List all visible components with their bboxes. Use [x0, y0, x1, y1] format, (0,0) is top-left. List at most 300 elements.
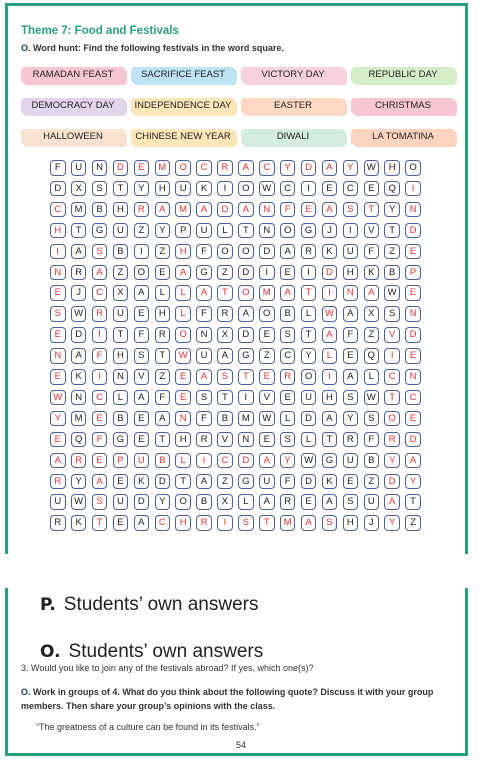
grid-letter: T — [364, 202, 380, 218]
grid-letter: X — [113, 285, 129, 301]
grid-letter: R — [343, 432, 359, 448]
grid-letter: O — [405, 160, 421, 176]
grid-letter: Z — [134, 223, 150, 239]
grid-letter: K — [71, 515, 87, 531]
grid-letter: M — [259, 285, 275, 301]
grid-letter: I — [343, 223, 359, 239]
grid-letter: I — [301, 181, 317, 197]
grid-letter: C — [343, 181, 359, 197]
grid-letter: A — [196, 474, 212, 490]
grid-letter: S — [217, 369, 233, 385]
grid-letter: G — [196, 265, 212, 281]
grid-letter: Z — [405, 515, 421, 531]
grid-letter: C — [405, 390, 421, 406]
grid-letter: N — [259, 223, 275, 239]
grid-letter: T — [259, 515, 275, 531]
grid-letter: D — [301, 474, 317, 490]
grid-letter: F — [196, 306, 212, 322]
grid-letter: N — [50, 348, 66, 364]
grid-letter: N — [405, 306, 421, 322]
grid-letter: E — [175, 369, 191, 385]
grid-letter: P — [405, 265, 421, 281]
grid-letter: J — [364, 515, 380, 531]
grid-letter: R — [196, 515, 212, 531]
grid-letter: A — [322, 160, 338, 176]
grid-letter: F — [155, 390, 171, 406]
grid-letter: O — [175, 327, 191, 343]
grid-letter: X — [217, 327, 233, 343]
festival-label: DEMOCRACY DAY — [21, 98, 125, 114]
grid-letter: E — [405, 348, 421, 364]
grid-letter: A — [280, 244, 296, 260]
grid-letter: E — [259, 432, 275, 448]
grid-letter: U — [343, 453, 359, 469]
answer-o — [40, 641, 263, 663]
festival-label: VICTORY DAY — [241, 67, 345, 83]
grid-letter: E — [301, 202, 317, 218]
grid-letter: N — [405, 369, 421, 385]
grid-letter: S — [322, 515, 338, 531]
grid-letter: A — [155, 202, 171, 218]
grid-letter: H — [175, 432, 191, 448]
grid-letter: B — [113, 244, 129, 260]
grid-letter: S — [364, 411, 380, 427]
grid-letter: C — [259, 160, 275, 176]
grid-letter: I — [134, 244, 150, 260]
grid-letter: T — [71, 223, 87, 239]
grid-letter: U — [301, 390, 317, 406]
word-hunt-instruction — [21, 43, 284, 53]
grid-letter: I — [196, 453, 212, 469]
grid-letter: L — [175, 306, 191, 322]
grid-letter: N — [405, 202, 421, 218]
grid-letter: N — [259, 202, 275, 218]
festival-label: CHINESE NEW YEAR — [131, 129, 235, 145]
grid-letter: A — [175, 265, 191, 281]
grid-letter: F — [134, 327, 150, 343]
grid-letter: I — [217, 515, 233, 531]
grid-letter: N — [71, 390, 87, 406]
grid-letter: A — [71, 348, 87, 364]
festival-label: REPUBLIC DAY — [351, 67, 455, 83]
grid-letter: X — [71, 181, 87, 197]
question-3: 3. Would you like to join any of the festivals abroad? If yes, which one(s)? — [21, 663, 314, 673]
grid-letter: A — [92, 265, 108, 281]
grid-letter: W — [322, 306, 338, 322]
grid-letter: M — [175, 202, 191, 218]
grid-letter: H — [113, 202, 129, 218]
grid-letter: D — [259, 244, 275, 260]
grid-letter: K — [71, 369, 87, 385]
grid-letter: H — [50, 223, 66, 239]
grid-letter: I — [92, 327, 108, 343]
grid-letter: E — [280, 390, 296, 406]
grid-letter: E — [50, 327, 66, 343]
grid-letter: E — [92, 411, 108, 427]
grid-letter: N — [196, 327, 212, 343]
grid-letter: Q — [71, 432, 87, 448]
grid-letter: A — [196, 369, 212, 385]
grid-letter: W — [384, 285, 400, 301]
grid-letter: R — [384, 432, 400, 448]
grid-letter: S — [280, 327, 296, 343]
grid-letter: D — [50, 181, 66, 197]
grid-letter: O — [175, 494, 191, 510]
grid-letter: T — [175, 474, 191, 490]
grid-letter: E — [364, 181, 380, 197]
grid-letter: I — [301, 265, 317, 281]
grid-letter: T — [384, 223, 400, 239]
grid-letter: J — [322, 223, 338, 239]
grid-letter: S — [50, 306, 66, 322]
grid-letter: B — [384, 265, 400, 281]
grid-letter: B — [155, 453, 171, 469]
grid-letter: F — [280, 474, 296, 490]
grid-letter: X — [364, 306, 380, 322]
grid-letter: L — [301, 306, 317, 322]
grid-letter: D — [238, 265, 254, 281]
festival-label: HALLOWEEN — [21, 129, 125, 145]
grid-letter: A — [322, 494, 338, 510]
grid-letter: M — [71, 202, 87, 218]
grid-letter: E — [50, 285, 66, 301]
grid-letter: K — [322, 474, 338, 490]
grid-letter: H — [175, 515, 191, 531]
grid-letter: H — [175, 244, 191, 260]
answer-o-text: Students’ own answers — [68, 641, 264, 662]
grid-letter: G — [322, 453, 338, 469]
grid-letter: Z — [259, 348, 275, 364]
grid-letter: R — [280, 369, 296, 385]
grid-letter: U — [50, 494, 66, 510]
grid-letter: I — [259, 265, 275, 281]
grid-letter: A — [71, 244, 87, 260]
grid-letter: S — [134, 348, 150, 364]
grid-letter: B — [364, 453, 380, 469]
grid-letter: W — [175, 348, 191, 364]
grid-letter: Z — [364, 327, 380, 343]
grid-letter: I — [217, 181, 233, 197]
grid-letter: X — [217, 494, 233, 510]
grid-letter: R — [217, 160, 233, 176]
grid-letter: O — [280, 223, 296, 239]
grid-letter: A — [343, 369, 359, 385]
grid-letter: R — [71, 453, 87, 469]
grid-letter: L — [364, 369, 380, 385]
grid-letter: E — [322, 181, 338, 197]
answer-p — [40, 594, 258, 616]
grid-letter: H — [322, 390, 338, 406]
grid-letter: F — [92, 432, 108, 448]
grid-letter: R — [196, 432, 212, 448]
grid-letter: E — [134, 432, 150, 448]
grid-letter: R — [217, 306, 233, 322]
grid-letter: E — [280, 265, 296, 281]
grid-letter: I — [384, 348, 400, 364]
grid-letter: S — [343, 494, 359, 510]
grid-letter: T — [238, 369, 254, 385]
grid-letter: Z — [217, 474, 233, 490]
grid-letter: T — [384, 390, 400, 406]
grid-letter: O — [384, 411, 400, 427]
grid-letter: L — [217, 223, 233, 239]
grid-letter: E — [134, 160, 150, 176]
grid-letter: C — [280, 181, 296, 197]
grid-letter: F — [343, 327, 359, 343]
grid-letter: S — [343, 202, 359, 218]
grid-letter: T — [155, 432, 171, 448]
grid-letter: U — [113, 223, 129, 239]
grid-letter: G — [113, 432, 129, 448]
grid-letter: M — [238, 411, 254, 427]
grid-letter: E — [405, 285, 421, 301]
grid-letter: R — [71, 265, 87, 281]
grid-letter: L — [175, 453, 191, 469]
grid-letter: B — [113, 411, 129, 427]
grid-letter: D — [238, 453, 254, 469]
grid-letter: R — [301, 244, 317, 260]
grid-letter: E — [259, 327, 275, 343]
grid-letter: G — [238, 348, 254, 364]
grid-letter: D — [405, 432, 421, 448]
grid-letter: F — [364, 244, 380, 260]
grid-letter: I — [92, 369, 108, 385]
question-4-marker: O. — [21, 687, 31, 697]
grid-letter: C — [384, 369, 400, 385]
grid-letter: D — [322, 265, 338, 281]
grid-letter: B — [280, 306, 296, 322]
grid-letter: K — [196, 181, 212, 197]
grid-letter: T — [322, 432, 338, 448]
culture-quote: “The greatness of a culture can be found in its festivals.” — [36, 722, 260, 732]
grid-letter: C — [196, 160, 212, 176]
grid-letter: N — [343, 285, 359, 301]
grid-letter: D — [405, 223, 421, 239]
grid-letter: L — [322, 348, 338, 364]
grid-letter: U — [175, 181, 191, 197]
grid-letter: A — [50, 453, 66, 469]
grid-letter: U — [364, 494, 380, 510]
festival-label: DIWALI — [241, 129, 345, 145]
grid-letter: S — [343, 390, 359, 406]
grid-letter: U — [113, 494, 129, 510]
grid-letter: L — [175, 285, 191, 301]
grid-letter: A — [238, 160, 254, 176]
grid-letter: V — [134, 369, 150, 385]
answer-p-text: Students’ own answers — [63, 594, 259, 615]
grid-letter: E — [155, 265, 171, 281]
grid-letter: O — [238, 244, 254, 260]
grid-letter: E — [175, 390, 191, 406]
grid-letter: O — [134, 265, 150, 281]
answer-p-label: P. — [40, 595, 56, 615]
grid-letter: Y — [384, 515, 400, 531]
grid-letter: H — [343, 265, 359, 281]
grid-letter: A — [405, 453, 421, 469]
grid-letter: G — [92, 223, 108, 239]
grid-letter: R — [50, 515, 66, 531]
grid-letter: G — [238, 474, 254, 490]
grid-letter: E — [134, 411, 150, 427]
grid-letter: J — [71, 285, 87, 301]
grid-letter: Y — [343, 411, 359, 427]
grid-letter: C — [92, 390, 108, 406]
grid-letter: V — [217, 432, 233, 448]
grid-letter: D — [301, 160, 317, 176]
grid-letter: K — [134, 474, 150, 490]
theme-title: Theme 7: Food and Festivals — [21, 25, 179, 37]
grid-letter: S — [196, 390, 212, 406]
grid-letter: N — [238, 432, 254, 448]
grid-letter: Y — [384, 453, 400, 469]
grid-letter: A — [238, 306, 254, 322]
grid-letter: O — [238, 181, 254, 197]
grid-letter: E — [50, 432, 66, 448]
grid-letter: A — [259, 453, 275, 469]
grid-letter: O — [238, 285, 254, 301]
grid-letter: A — [196, 202, 212, 218]
grid-letter: W — [364, 390, 380, 406]
grid-letter: T — [113, 181, 129, 197]
page-number: 54 — [235, 740, 246, 750]
grid-letter: T — [92, 515, 108, 531]
grid-letter: E — [113, 474, 129, 490]
grid-letter: V — [384, 327, 400, 343]
festival-label: SACRIFICE FEAST — [131, 67, 235, 83]
grid-letter: I — [322, 285, 338, 301]
grid-letter: T — [238, 223, 254, 239]
grid-letter: E — [134, 306, 150, 322]
grid-letter: C — [50, 202, 66, 218]
question-4 — [21, 685, 461, 713]
grid-letter: A — [322, 202, 338, 218]
grid-letter: R — [50, 474, 66, 490]
grid-letter: A — [259, 494, 275, 510]
grid-letter: V — [259, 390, 275, 406]
grid-letter: T — [113, 327, 129, 343]
grid-letter: L — [280, 411, 296, 427]
grid-letter: D — [113, 160, 129, 176]
question-4-text: Work in groups of 4. What do you think about the following quote? Discuss it with your group members. Then share your group’s opinions with the class. — [21, 687, 434, 711]
grid-letter: Z — [384, 244, 400, 260]
grid-letter: D — [217, 202, 233, 218]
grid-letter: C — [92, 285, 108, 301]
grid-letter: Z — [113, 265, 129, 281]
grid-letter: W — [259, 181, 275, 197]
grid-letter: E — [405, 244, 421, 260]
grid-letter: A — [155, 411, 171, 427]
grid-letter: B — [92, 202, 108, 218]
grid-letter: W — [50, 390, 66, 406]
grid-letter: T — [155, 348, 171, 364]
grid-letter: A — [217, 348, 233, 364]
grid-letter: Z — [155, 244, 171, 260]
grid-letter: U — [113, 306, 129, 322]
grid-letter: Z — [155, 369, 171, 385]
grid-letter: W — [71, 494, 87, 510]
grid-letter: L — [113, 390, 129, 406]
grid-letter: I — [238, 390, 254, 406]
grid-letter: E — [301, 494, 317, 510]
grid-letter: U — [71, 160, 87, 176]
grid-letter: I — [322, 369, 338, 385]
grid-letter: A — [238, 202, 254, 218]
grid-letter: Y — [280, 453, 296, 469]
grid-letter: P — [113, 453, 129, 469]
question-marker: O. — [21, 43, 31, 53]
grid-letter: Z — [217, 265, 233, 281]
grid-letter: T — [301, 327, 317, 343]
grid-letter: Q — [384, 181, 400, 197]
grid-letter: G — [301, 223, 317, 239]
grid-letter: U — [196, 348, 212, 364]
grid-letter: A — [322, 327, 338, 343]
grid-letter: Y — [155, 223, 171, 239]
grid-letter: H — [155, 306, 171, 322]
grid-letter: S — [92, 244, 108, 260]
grid-letter: H — [155, 181, 171, 197]
grid-letter: Y — [301, 348, 317, 364]
grid-letter: C — [280, 348, 296, 364]
grid-letter: A — [384, 494, 400, 510]
grid-letter: S — [280, 432, 296, 448]
festival-label: EASTER — [241, 98, 345, 114]
grid-letter: D — [384, 474, 400, 490]
grid-letter: B — [196, 494, 212, 510]
grid-letter: T — [217, 390, 233, 406]
grid-letter: M — [155, 160, 171, 176]
grid-letter: H — [113, 348, 129, 364]
festival-label: INDEPENDENCE DAY — [131, 98, 235, 114]
grid-letter: W — [71, 306, 87, 322]
grid-letter: L — [238, 494, 254, 510]
grid-letter: W — [259, 411, 275, 427]
grid-letter: F — [50, 160, 66, 176]
grid-letter: N — [113, 369, 129, 385]
grid-letter: L — [155, 285, 171, 301]
grid-letter: Y — [50, 411, 66, 427]
answer-o-label: O. — [40, 642, 61, 662]
grid-letter: E — [405, 411, 421, 427]
grid-letter: K — [322, 244, 338, 260]
grid-letter: W — [301, 453, 317, 469]
grid-letter: Y — [134, 181, 150, 197]
grid-letter: M — [71, 411, 87, 427]
grid-letter: D — [238, 327, 254, 343]
grid-letter: Y — [384, 202, 400, 218]
grid-letter: E — [343, 348, 359, 364]
grid-letter: E — [50, 369, 66, 385]
grid-letter: W — [364, 160, 380, 176]
grid-letter: R — [134, 202, 150, 218]
grid-letter: Y — [71, 474, 87, 490]
grid-letter: I — [405, 181, 421, 197]
grid-letter: H — [343, 515, 359, 531]
grid-letter: O — [175, 160, 191, 176]
grid-letter: E — [343, 474, 359, 490]
grid-letter: C — [155, 515, 171, 531]
grid-letter: H — [384, 160, 400, 176]
grid-letter: R — [280, 494, 296, 510]
grid-letter: E — [92, 453, 108, 469]
grid-letter: C — [217, 453, 233, 469]
festival-label: LA TOMATINA — [351, 129, 455, 145]
grid-letter: O — [217, 244, 233, 260]
grid-letter: F — [196, 244, 212, 260]
grid-letter: M — [280, 515, 296, 531]
instruction-text: Word hunt: Find the following festivals in the word square. — [33, 43, 284, 53]
grid-letter: A — [134, 515, 150, 531]
